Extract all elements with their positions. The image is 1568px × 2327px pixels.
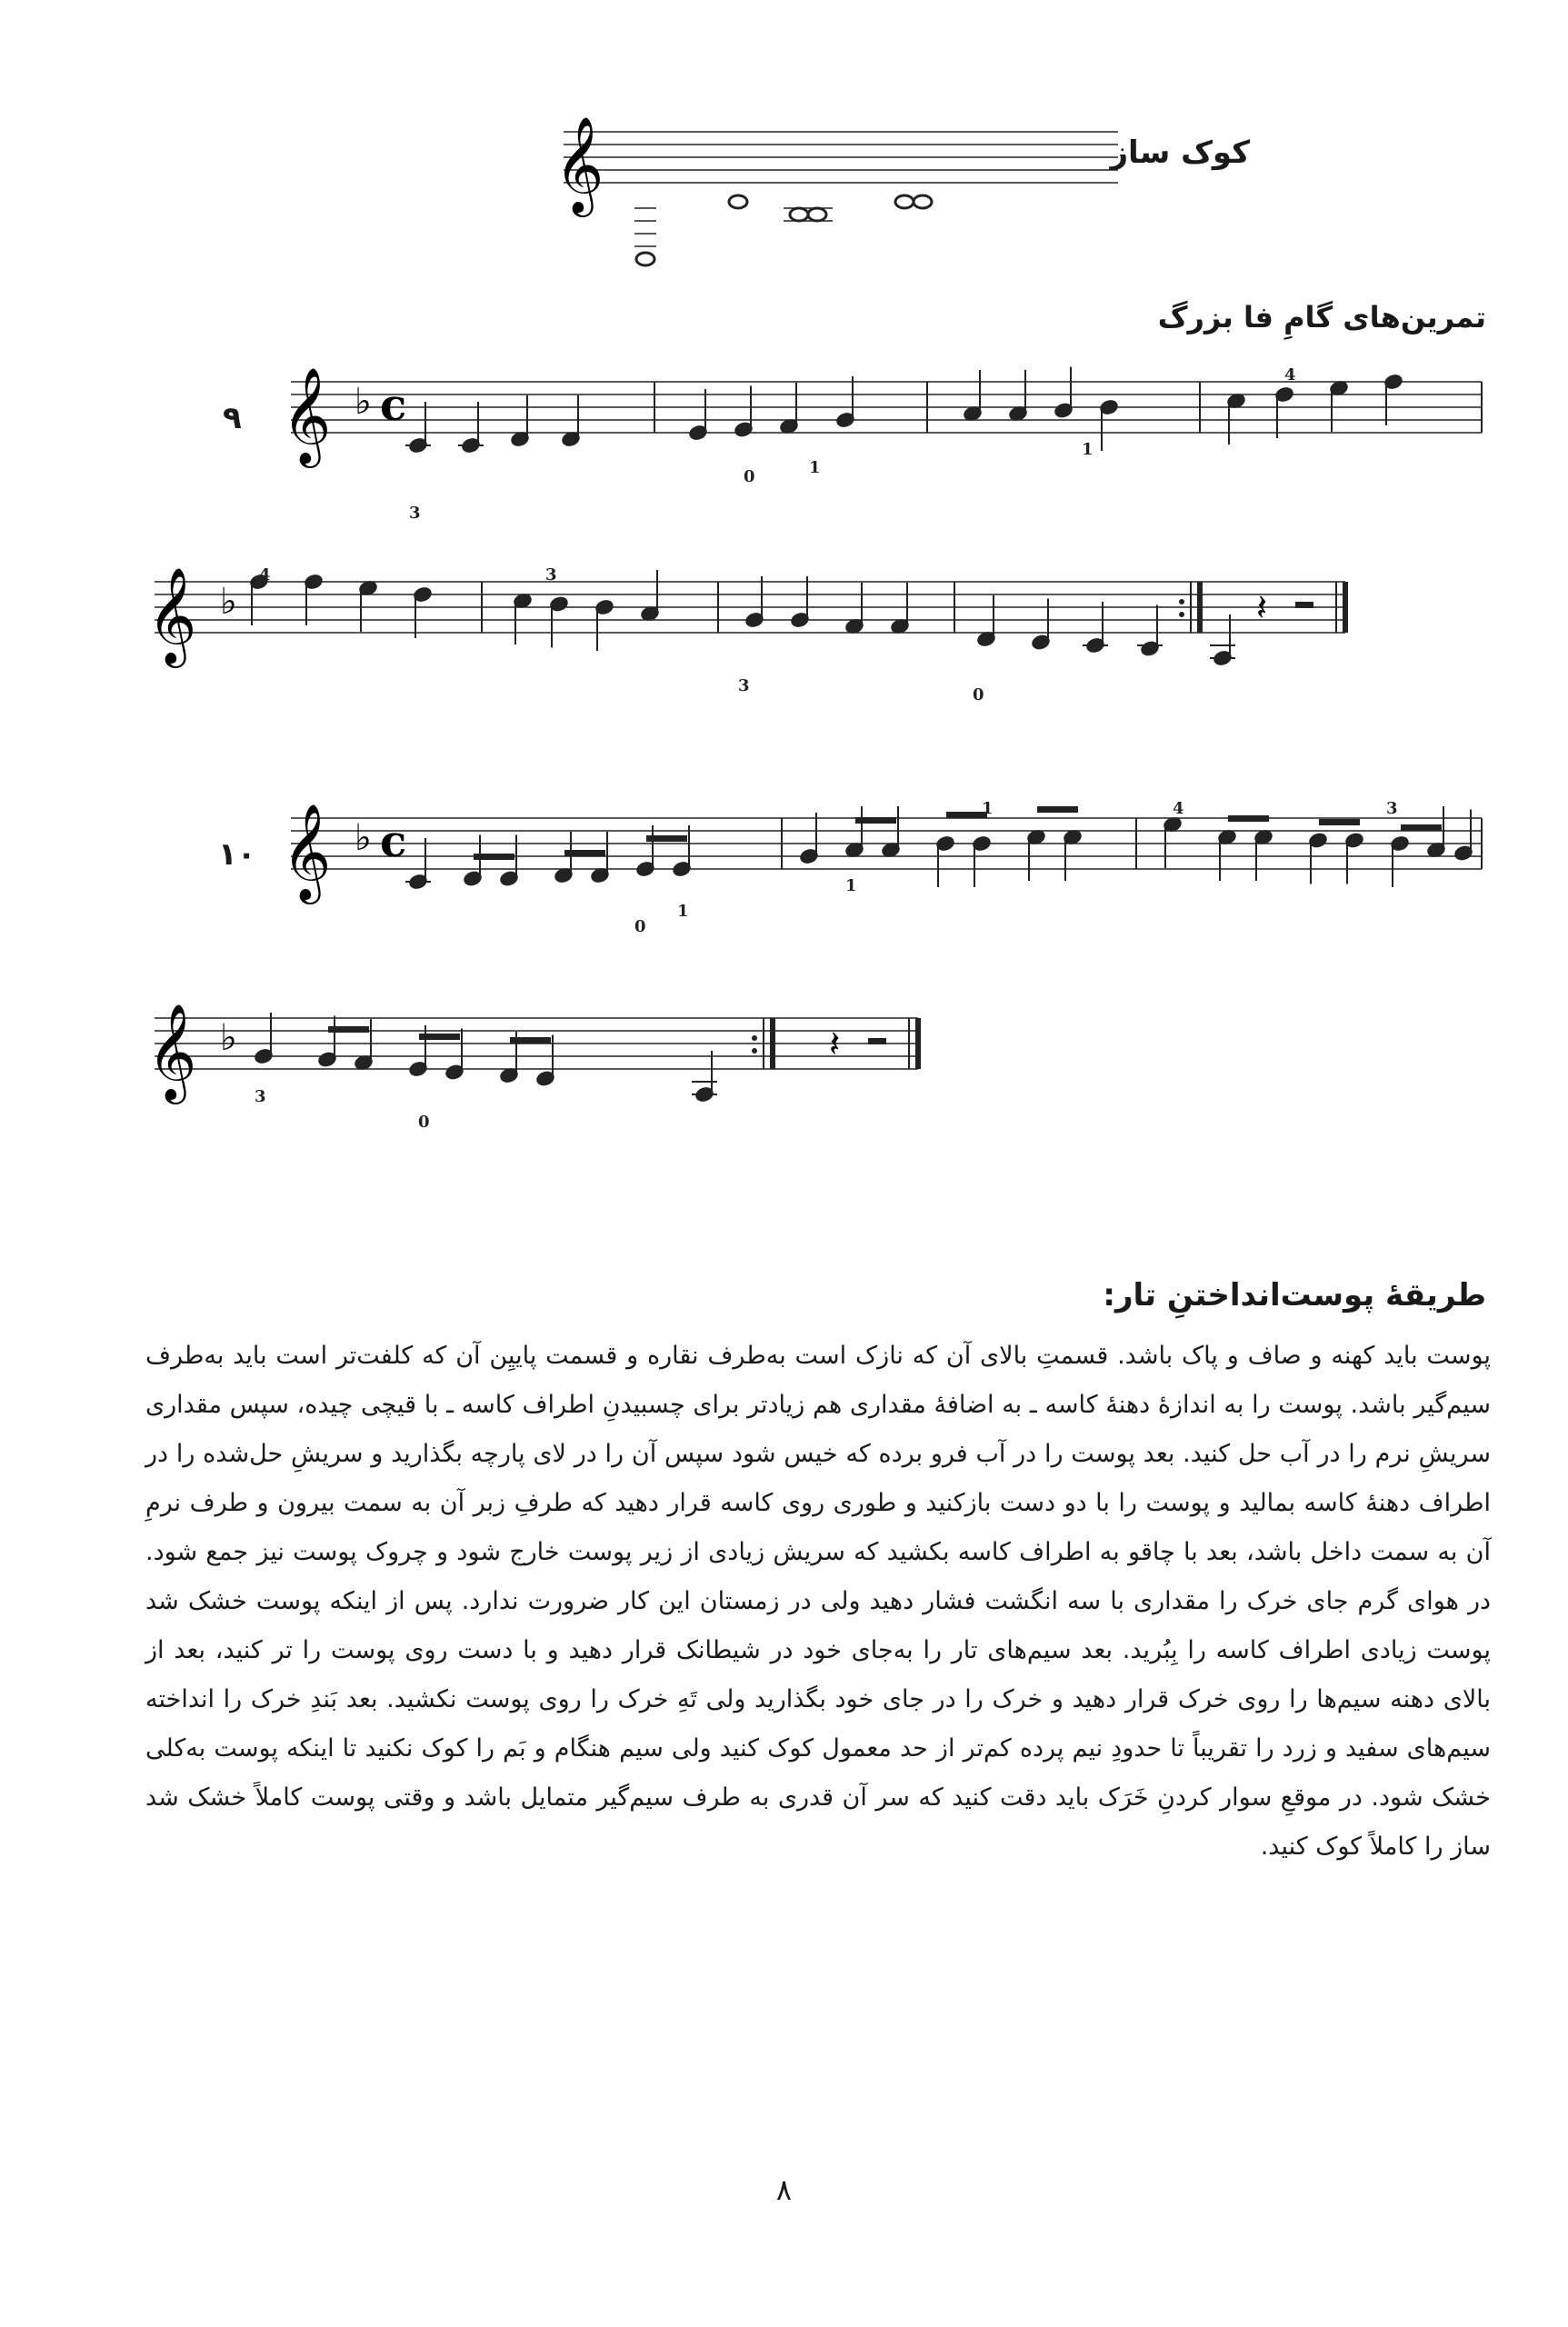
key-signature-flat-icon: ♭ [220,581,237,623]
fingering-label: 4 [1173,799,1184,818]
time-signature: c [380,816,407,867]
beam [511,1038,550,1043]
fingering-label: 0 [973,685,984,704]
fingering-label: 4 [259,565,271,584]
body-paragraph: پوست باید کهنه و صاف و پاک باشد. قسمتِ بالای آن که نازک است به‌طرف نقاره و قسمت پاییِن آن که کلفت‌تر است باید به‌طرف سیم‌گیر باشد. پوست را به اندازهٔ دهنهٔ کاسه ـ به اضافهٔ مقداری هم زیادتر برای چسبیدنِ اطراف کاسه ـ با قیچی چیده، سپس مقداری سریشِ نرم را در آب حل کنید. بعد پوست را در آب فرو برده که خیس شود سپس آن را در لای پارچه بگذارید و سریشِ حل‌شده را در اطراف دهنهٔ کاسه بمالید و پوست را با دو دست بازکنید و طوری روی کاسه قرار دهید که طرفِ زبر آن به سمت بیرون و طرف نرمِ آن به سمت داخل باشد، بعد با چاقو به اطراف کاسه بکشید که سریش زیادی از زیر پوست خارج شود و چروک پوست نیز جمع شود. در هوای گرم جای خرک را مقداری با سه انگشت فشار دهید ولی در زمستان این کار ضرورت ندارد. پس از اینکه پوست خشک شد پوست زیادی اطراف کاسه را بِبُرید. بعد سیم‌های تار را به‌جای خود در شیطانک قرار دهید و با دست روی پوست را تر کنید، بعد از بالای دهنه سیم‌ها را روی خرک قرار دهید و خرک را در جای خود بگذارید ولی تَهِ خرک را روی پوست نکشید. بعد بَندِ خرک را انداخته سیم‌های سفید و زرد را تقریباً تا حدودِ نیم پرده کم‌تر از حد معمول کوک کنید ولی سیم هنگام و بَم را کوک نکنید تا اینکه پوست به‌کلی خشک شود. در موقعِ سوار کردنِ خَرَک باید دقت کنید که سر آن قدری به طرف سیم‌گیر متمایل باشد و وقتی پوست کاملاً خشک شد ساز را کاملاً کوک کنید. [145,1342,1491,1861]
whole-note [636,253,654,265]
key-signature-flat-icon: ♭ [355,817,372,859]
key-signature-flat-icon: ♭ [220,1017,237,1059]
treble-clef-icon: 𝄞 [282,366,332,464]
beam [647,836,686,841]
exercise-10-staff-2 [145,1000,927,1154]
exercise-number-9: ۹ [223,400,242,436]
fingering-label: 1 [845,876,857,895]
treble-clef-icon: 𝄞 [282,803,332,900]
half-rest-icon [868,1038,886,1044]
beam [947,813,986,817]
whole-note [895,195,914,208]
exercise-10-staff-1 [264,800,1491,964]
treble-clef-icon: 𝄞 [147,566,197,664]
exercise-9-staff-1 [264,364,1491,527]
fingering-label: 0 [418,1113,430,1132]
exercise-9-staff-2 [145,564,1354,718]
beam [420,1034,459,1039]
quarter-rest-icon: 𝄽 [829,1024,841,1065]
half-rest-icon [1295,602,1313,608]
tuning-staff [536,109,1118,273]
beam [856,818,895,823]
beam [1229,816,1268,821]
quarter-rest-icon: 𝄽 [1256,587,1268,629]
page-number: ۸ [775,2172,793,2207]
fingering-label: 4 [1284,365,1296,385]
fingering-label: 3 [1386,799,1398,818]
scale-exercises-heading: تمرین‌های گامِ فا بزرگ [1157,300,1486,335]
beam [565,851,604,855]
beam [474,854,514,859]
fingering-label: 3 [409,504,421,523]
treble-clef-icon: 𝄞 [147,1003,197,1100]
fingering-label: 3 [545,565,557,584]
beam [1402,825,1441,830]
time-signature: c [380,380,407,431]
beam [1038,807,1077,812]
whole-note [914,195,932,208]
tuning-heading: کوک ساز [1110,135,1250,171]
exercise-number-10: ۱۰ [218,836,256,873]
fingering-label: 3 [255,1087,266,1106]
fingering-label: 1 [982,799,994,818]
whole-note [808,208,826,221]
fingering-label: 0 [744,467,755,486]
fingering-label: 0 [634,917,646,936]
fingering-label: 3 [738,676,750,695]
beam [329,1027,368,1032]
beam [1320,820,1359,824]
fingering-label: 1 [809,458,821,477]
whole-note [729,195,747,208]
fingering-label: 1 [677,902,689,921]
treble-clef-icon: 𝄞 [554,115,604,213]
skin-method-heading: طریقهٔ پوست‌انداختنِ تار: [1103,1277,1486,1313]
whole-note [790,208,808,221]
fingering-label: 1 [1082,440,1094,459]
key-signature-flat-icon: ♭ [355,381,372,423]
